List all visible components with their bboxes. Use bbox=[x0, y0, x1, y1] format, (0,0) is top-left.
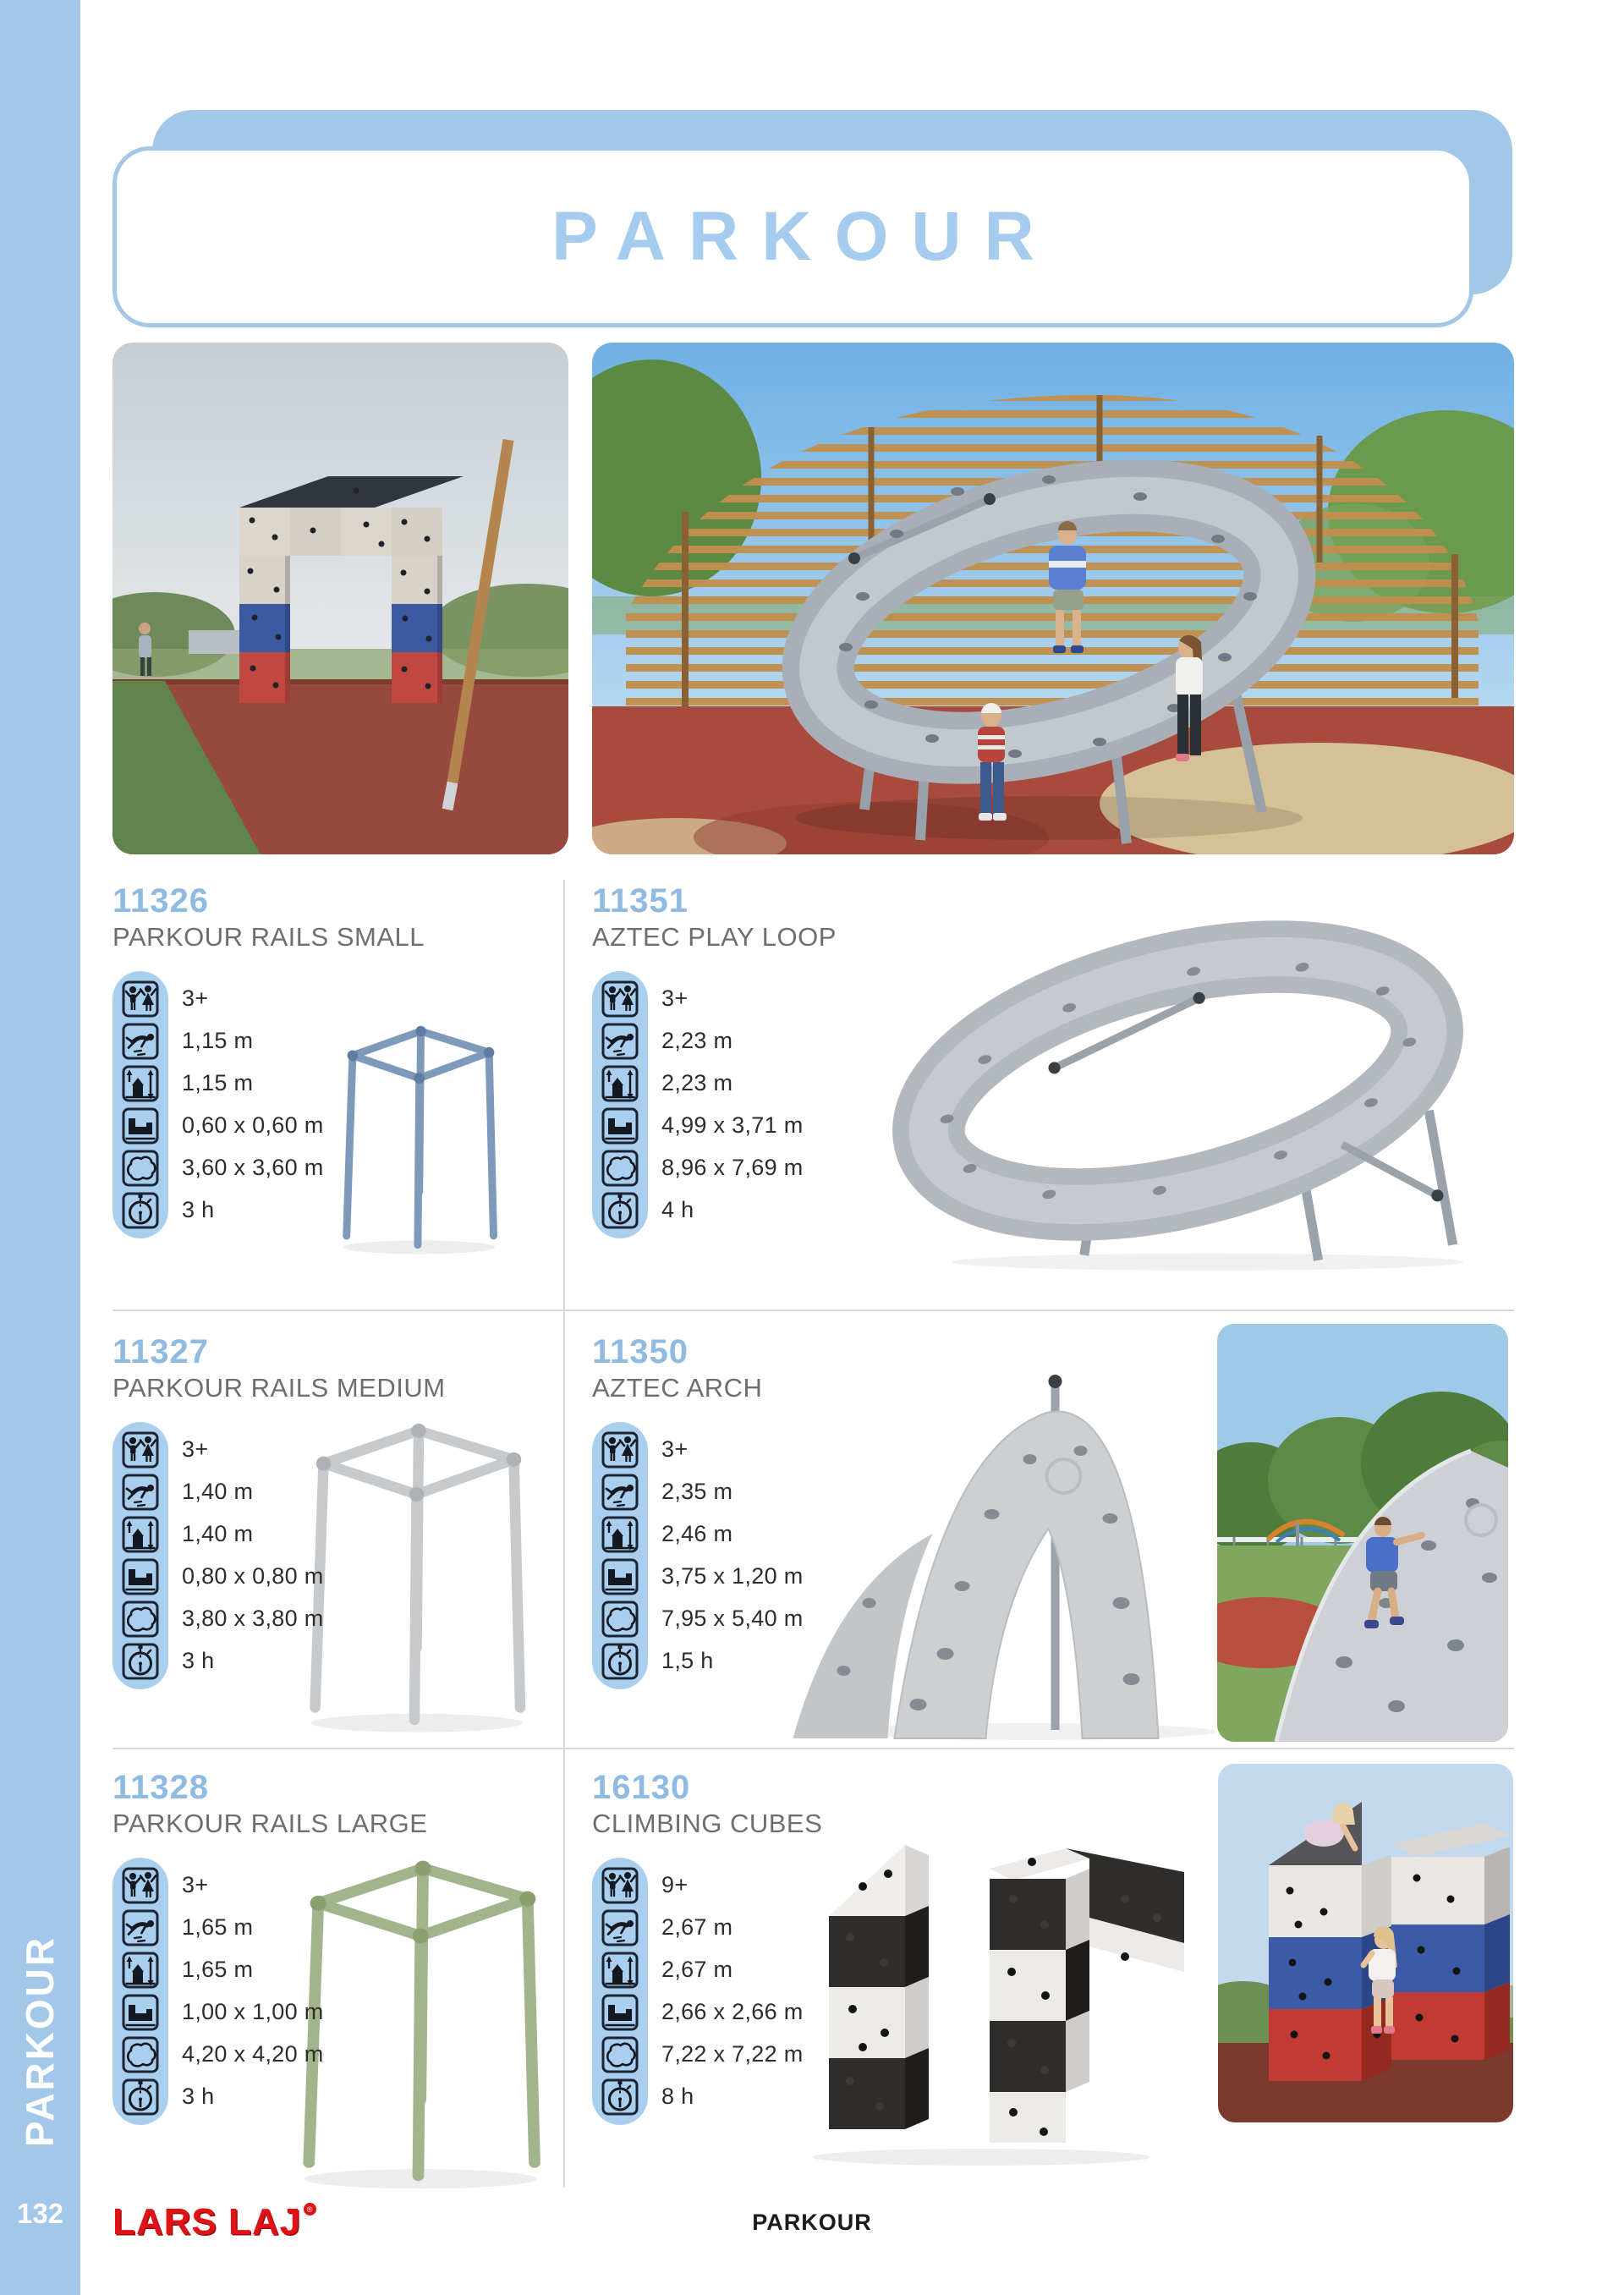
age-icon bbox=[601, 1867, 639, 1904]
spec-safety-zone: 7,95 x 5,40 m bbox=[661, 1606, 804, 1632]
age-icon bbox=[122, 1867, 159, 1904]
photo-aztec-arch-illustration bbox=[1217, 1324, 1508, 1742]
product-card-11327 bbox=[112, 1334, 586, 1689]
safety-zone-icon bbox=[122, 2036, 159, 2073]
fall-height-icon bbox=[122, 1909, 159, 1946]
assembly-time-icon bbox=[122, 1192, 159, 1229]
product-card-11350 bbox=[592, 1334, 1066, 1689]
spec-total-height: 1,40 m bbox=[182, 1521, 254, 1547]
spec-age: 3+ bbox=[661, 1436, 689, 1463]
assembly-time-icon bbox=[122, 2078, 159, 2116]
total-height-icon bbox=[601, 1516, 639, 1553]
total-height-icon bbox=[122, 1065, 159, 1102]
equipment-size-icon bbox=[122, 1558, 159, 1595]
spec-safety-zone: 7,22 x 7,22 m bbox=[661, 2041, 804, 2067]
assembly-time-icon bbox=[601, 1643, 639, 1680]
spec-assembly-time: 3 h bbox=[182, 1197, 215, 1223]
spec-total-height: 2,67 m bbox=[661, 1957, 733, 1983]
spec-assembly-time: 3 h bbox=[182, 2084, 215, 2110]
assembly-time-icon bbox=[601, 1192, 639, 1229]
product-id: 11350 bbox=[592, 1333, 689, 1370]
row-divider-1 bbox=[112, 1309, 1514, 1311]
spec-list bbox=[592, 1858, 1032, 2125]
fall-height-icon bbox=[601, 1023, 639, 1060]
equipment-size-icon bbox=[122, 1107, 159, 1145]
spec-assembly-time: 3 h bbox=[182, 1648, 215, 1674]
spec-total-height: 2,23 m bbox=[661, 1070, 733, 1096]
photo-aztec-play-loop-playground bbox=[592, 343, 1514, 854]
safety-zone-icon bbox=[601, 2036, 639, 2073]
row-divider-2 bbox=[112, 1748, 1514, 1749]
product-name: PARKOUR RAILS MEDIUM bbox=[112, 1373, 446, 1403]
photo-parkour-cubes-arch bbox=[112, 343, 568, 854]
product-card-11351 bbox=[592, 883, 1066, 1238]
page-number: 132 bbox=[16, 2198, 64, 2229]
spec-total-height: 2,46 m bbox=[661, 1521, 733, 1547]
spec-equipment-size: 1,00 x 1,00 m bbox=[182, 1999, 324, 2025]
product-id: 16130 bbox=[592, 1769, 691, 1806]
photo-climbing-cubes-children bbox=[1218, 1764, 1513, 2122]
spec-assembly-time: 4 h bbox=[661, 1197, 694, 1223]
spec-safety-zone: 3,80 x 3,80 m bbox=[182, 1606, 324, 1632]
spec-equipment-size: 0,60 x 0,60 m bbox=[182, 1112, 324, 1139]
assembly-time-icon bbox=[122, 1643, 159, 1680]
age-icon bbox=[122, 1431, 159, 1469]
spec-list bbox=[592, 971, 1032, 1238]
product-card-16130 bbox=[592, 1770, 1066, 2125]
safety-zone-icon bbox=[122, 1600, 159, 1638]
brand-logo-text: LARS LAJ bbox=[112, 2201, 302, 2243]
fall-height-icon bbox=[601, 1909, 639, 1946]
spec-safety-zone: 4,20 x 4,20 m bbox=[182, 2041, 324, 2067]
equipment-size-icon bbox=[601, 1558, 639, 1595]
spec-list bbox=[112, 971, 552, 1238]
equipment-size-icon bbox=[601, 1994, 639, 2031]
product-id: 11327 bbox=[112, 1333, 210, 1370]
product-id: 11328 bbox=[112, 1769, 210, 1806]
spec-list bbox=[112, 1858, 552, 2125]
spec-fall-height: 1,15 m bbox=[182, 1028, 254, 1054]
age-icon bbox=[601, 980, 639, 1018]
equipment-size-icon bbox=[122, 1994, 159, 2031]
footer-section-label: PARKOUR bbox=[752, 2210, 872, 2235]
product-id: 11326 bbox=[112, 882, 210, 920]
product-name: PARKOUR RAILS LARGE bbox=[112, 1809, 428, 1838]
spec-age: 3+ bbox=[182, 986, 209, 1012]
spec-age: 9+ bbox=[661, 1872, 689, 1898]
spec-safety-zone: 8,96 x 7,69 m bbox=[661, 1155, 804, 1181]
page-title: PARKOUR bbox=[551, 198, 1057, 275]
sidebar-vertical-label: PARKOUR bbox=[18, 1935, 62, 2148]
assembly-time-icon bbox=[601, 2078, 639, 2116]
age-icon bbox=[122, 980, 159, 1018]
safety-zone-icon bbox=[601, 1600, 639, 1638]
fall-height-icon bbox=[122, 1023, 159, 1060]
product-card-11328 bbox=[112, 1770, 586, 2125]
spec-assembly-time: 8 h bbox=[661, 2084, 694, 2110]
product-name: CLIMBING CUBES bbox=[592, 1809, 823, 1838]
spec-equipment-size: 0,80 x 0,80 m bbox=[182, 1563, 324, 1589]
safety-zone-icon bbox=[601, 1150, 639, 1187]
header-card bbox=[112, 146, 1473, 327]
spec-equipment-size: 3,75 x 1,20 m bbox=[661, 1563, 804, 1589]
spec-age: 3+ bbox=[661, 986, 689, 1012]
product-name: AZTEC PLAY LOOP bbox=[592, 922, 837, 952]
spec-fall-height: 2,67 m bbox=[661, 1914, 733, 1941]
spec-fall-height: 1,40 m bbox=[182, 1479, 254, 1505]
photo-parkour-cubes-arch-illustration bbox=[112, 343, 568, 854]
total-height-icon bbox=[601, 1952, 639, 1989]
product-card-11326 bbox=[112, 883, 586, 1238]
spec-fall-height: 2,35 m bbox=[661, 1479, 733, 1505]
product-name: PARKOUR RAILS SMALL bbox=[112, 922, 425, 952]
spec-list bbox=[592, 1422, 1032, 1689]
spec-equipment-size: 4,99 x 3,71 m bbox=[661, 1112, 804, 1139]
spec-list bbox=[112, 1422, 552, 1689]
total-height-icon bbox=[601, 1065, 639, 1102]
photo-aztec-arch-boy bbox=[1217, 1324, 1508, 1742]
spec-fall-height: 1,65 m bbox=[182, 1914, 254, 1941]
spec-total-height: 1,15 m bbox=[182, 1070, 254, 1096]
product-id: 11351 bbox=[592, 882, 689, 920]
photo-aztec-play-loop-illustration bbox=[592, 343, 1514, 854]
safety-zone-icon bbox=[122, 1150, 159, 1187]
age-icon bbox=[601, 1431, 639, 1469]
spec-equipment-size: 2,66 x 2,66 m bbox=[661, 1999, 804, 2025]
fall-height-icon bbox=[122, 1474, 159, 1511]
photo-climbing-cubes-illustration bbox=[1218, 1764, 1513, 2122]
spec-assembly-time: 1,5 h bbox=[661, 1648, 714, 1674]
spec-safety-zone: 3,60 x 3,60 m bbox=[182, 1155, 324, 1181]
spec-total-height: 1,65 m bbox=[182, 1957, 254, 1983]
equipment-size-icon bbox=[601, 1107, 639, 1145]
total-height-icon bbox=[122, 1952, 159, 1989]
total-height-icon bbox=[122, 1516, 159, 1553]
spec-fall-height: 2,23 m bbox=[661, 1028, 733, 1054]
product-name: AZTEC ARCH bbox=[592, 1373, 763, 1403]
registered-mark-icon: ® bbox=[304, 2203, 316, 2215]
spec-age: 3+ bbox=[182, 1872, 209, 1898]
fall-height-icon bbox=[601, 1474, 639, 1511]
spec-age: 3+ bbox=[182, 1436, 209, 1463]
